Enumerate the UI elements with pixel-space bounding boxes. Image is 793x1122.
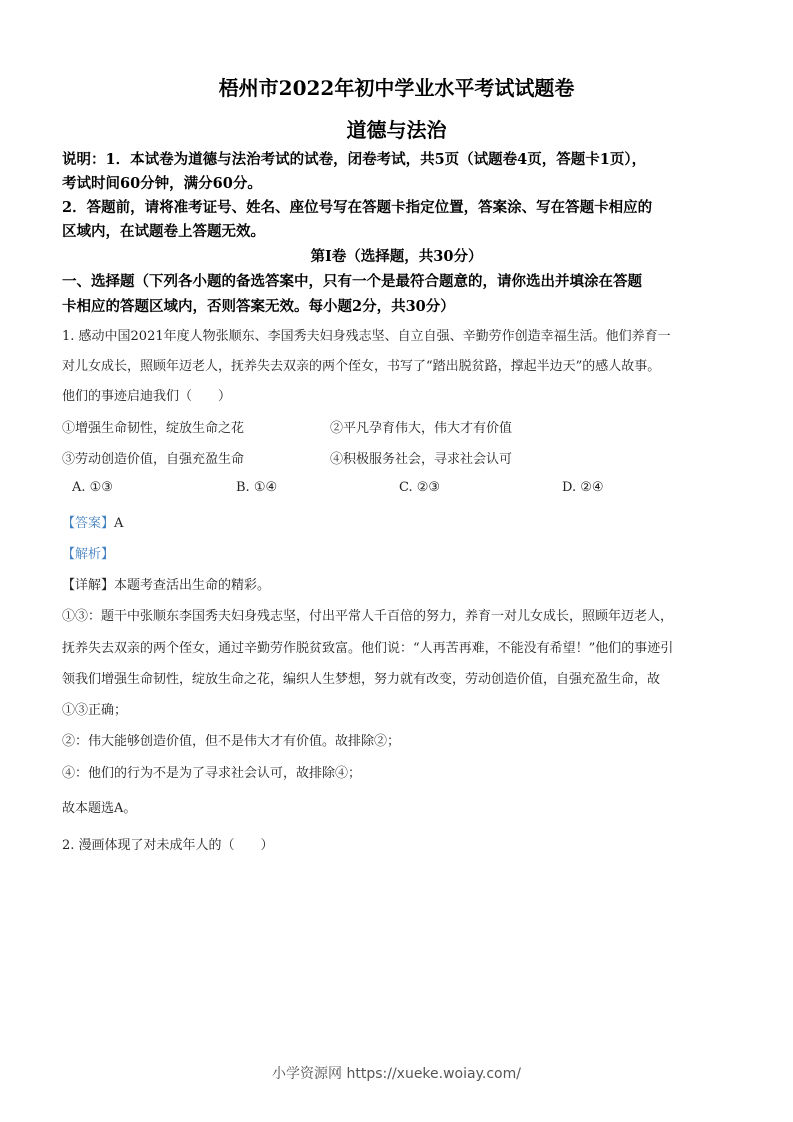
q1-analysis [62, 543, 114, 562]
instructions-line-4: 区域内，在试题卷上答题无效。 [62, 223, 265, 240]
q1-stem-line-1: 1. 感动中国2021年度人物张顺东、李国秀夫妇身残志坚、自立自强、辛勤劳作创造幸福生活。他们养育一 [62, 329, 671, 344]
answer-label: 【答案】 [62, 516, 115, 531]
instructions-line-2: 考试时间60分钟，满分60分。 [62, 175, 262, 192]
q1-statement-4: ④积极服务社会，寻求社会认可 [330, 452, 513, 467]
instructions-line-1: 说明：1．本试卷为道德与法治考试的试卷，闭卷考试，共5页（试题卷4页，答题卡1页）， [62, 151, 647, 168]
q1-explanation-line-6: ④：他们的行为不是为了寻求社会认可，故排除④； [62, 766, 362, 781]
q1-detail [62, 574, 270, 593]
answer-value: A [114, 516, 124, 531]
q1-statement-2: ②平凡孕育伟大，伟大才有价值 [330, 421, 513, 436]
q1-explanation-line-3: 领我们增强生命韧性，绽放生命之花，编织人生梦想，努力就有改变，劳动创造价值，自强充盈生命，故 [62, 672, 661, 687]
q1-explanation-line-4: ①③正确； [62, 703, 128, 718]
q1-statement-3: ③劳动创造价值，自强充盈生命 [62, 452, 245, 467]
exam-title: 梧州市2022年初中学业水平考试试题卷 [218, 76, 575, 100]
q1-choice-d: D. ②④ [562, 480, 604, 495]
q1-explanation-line-2: 抚养失去双亲的两个侄女，通过辛勤劳作脱贫致富。他们说：“人再苦再难，不能没有希望！”他们的事迹引 [62, 641, 674, 656]
q1-choice-b: B. ①④ [236, 480, 278, 495]
q1-stem-line-3: 他们的事迹启迪我们（ ） [62, 389, 232, 404]
q2-stem: 2. 漫画体现了对未成年人的（ ） [62, 838, 274, 853]
q1-stem-line-2: 对儿女成长，照顾年迈老人，抚养失去双亲的两个侄女，书写了“踏出脱贫路，撑起半边天”的感人故事。 [62, 359, 661, 374]
section-heading: 第I卷（选择题，共30分） [310, 248, 483, 265]
q1-explanation-line-5: ②：伟大能够创造价值，但不是伟大才有价值。故排除②； [62, 734, 401, 749]
section-intro-line-1: 一、选择题（下列各小题的备选答案中，只有一个是最符合题意的，请你选出并填涂在答题 [62, 273, 642, 290]
detail-label: 【详解】 [62, 578, 115, 593]
q1-choice-c: C. ②③ [399, 480, 441, 495]
analysis-label: 【解析】 [62, 547, 115, 562]
q1-choice-a: A. ①③ [72, 480, 113, 495]
subject-title: 道德与法治 [346, 118, 447, 142]
q1-answer [62, 512, 123, 531]
section-intro-line-2: 卡相应的答题区域内，否则答案无效。每小题2分，共30分） [62, 298, 455, 315]
q1-explanation-line-1: ①③：题干中张顺东李国秀夫妇身残志坚，付出平常人千百倍的努力，养育一对儿女成长，照顾年迈老人， [62, 609, 674, 624]
detail-intro: 本题考查活出生命的精彩。 [114, 578, 271, 593]
instructions-line-3: 2．答题前，请将准考证号、姓名、座位号写在答题卡指定位置，答案涂、写在答题卡相应的 [62, 199, 653, 216]
q1-statement-1: ①增强生命韧性，绽放生命之花 [62, 421, 245, 436]
footer-watermark[interactable]: 小学资源网 https://xueke.woiay.com/ [272, 1066, 521, 1082]
q1-explanation-line-7: 故本题选A。 [62, 801, 137, 816]
